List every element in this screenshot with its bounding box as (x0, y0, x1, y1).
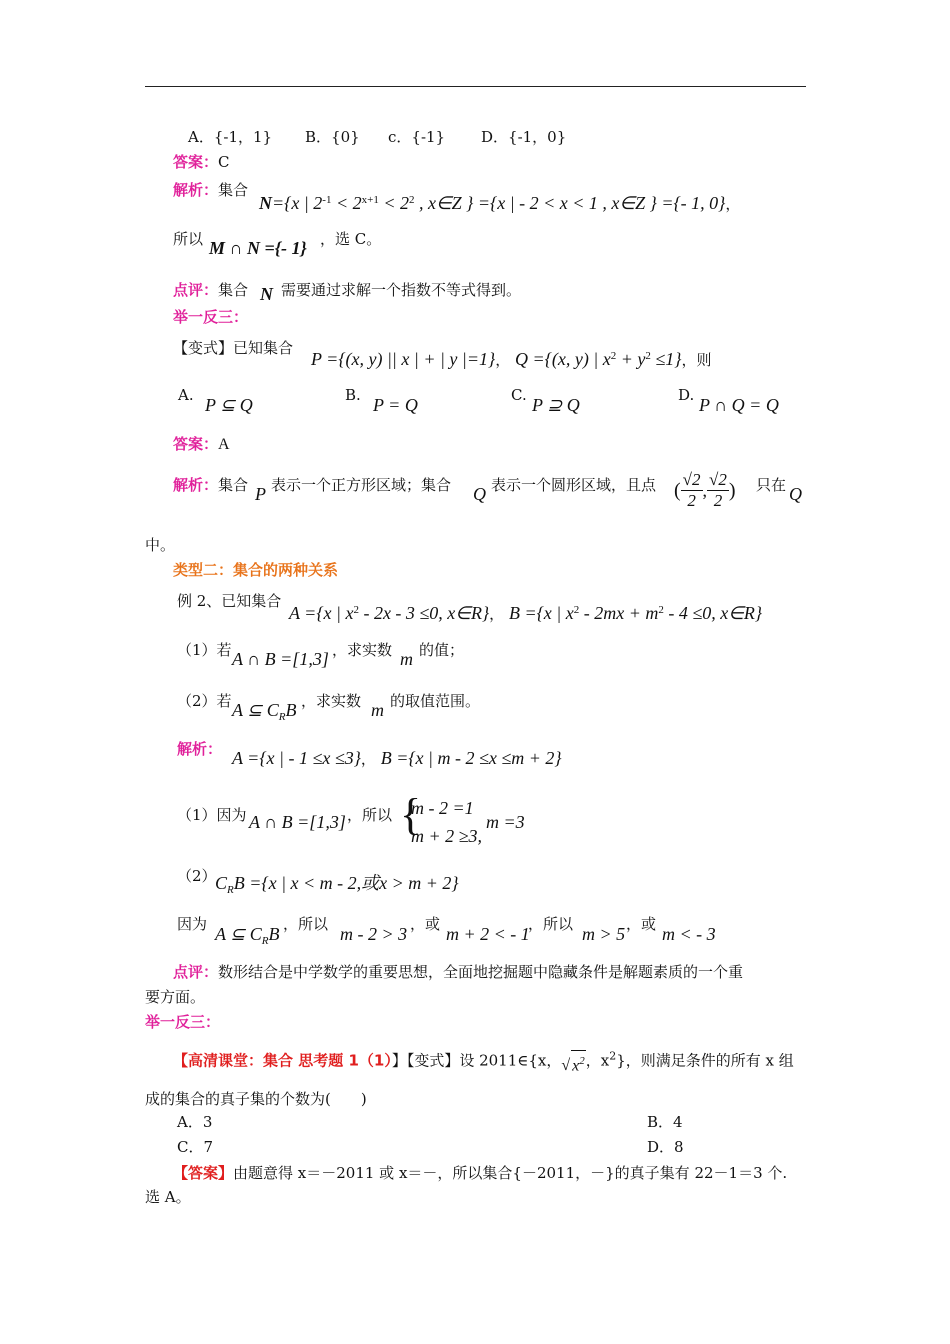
formula: A ∩ B =[1,3] (249, 812, 346, 832)
option-d-label: D. (678, 386, 695, 404)
exponent: -1 (322, 194, 332, 206)
system-row-2: m + 2 ≥3, (411, 826, 483, 846)
punctuation: ， (489, 605, 505, 623)
source-tag: 【高清课堂：集合 思考题 1（1） (173, 1051, 392, 1070)
option-d-expr: P ∩ Q = Q (699, 395, 779, 415)
formula: M ∩ N ={- 1} (209, 238, 307, 258)
formula-part: , x∈Z } ={x | - 2 < x < 1 , x∈Z } ={- 1, 0} (414, 193, 726, 213)
option-c: C．7 (177, 1138, 214, 1156)
set-n-symbol (260, 284, 273, 305)
answer-2 (173, 434, 230, 455)
symbol-q: Q (789, 484, 802, 504)
set-a: A ={x | - 1 ≤x ≤3} (232, 748, 361, 768)
text: ，求实数 (332, 641, 393, 659)
formula (232, 700, 297, 727)
section-heading: 举一反三： (173, 308, 249, 326)
variant-2 (173, 1045, 794, 1075)
analysis-2 (173, 475, 248, 495)
formula-part: B (285, 700, 297, 720)
fraction (681, 470, 703, 511)
comma: , (702, 480, 708, 501)
text: 集合 (218, 281, 249, 299)
sqrt: √ $x^2$ (561, 1057, 585, 1074)
symbol-m: m (400, 649, 413, 669)
text: 中。 (145, 536, 176, 554)
text: 集合 (218, 476, 249, 494)
answer-label: 答案： (173, 153, 219, 171)
punctuation: ， (495, 351, 511, 369)
formula-part: ≤1} (650, 349, 682, 369)
set-b: B ={x | m - 2 ≤x ≤m + 2} (380, 748, 562, 768)
point-coordinates (674, 470, 736, 522)
formula-part: < 2 (331, 193, 362, 213)
punctuation: ， (725, 195, 741, 213)
option-d: D．{-1，0} (481, 128, 567, 146)
formula-part: A ⊆ C (215, 924, 262, 944)
step-3: 因为 (177, 915, 208, 933)
exponent: 2 (409, 194, 415, 206)
text: ，则 (681, 351, 712, 369)
answer-label: 【答案】 (173, 1164, 234, 1182)
formula-part: - 2x - 3 ≤0, x∈R} (358, 603, 490, 623)
answer-text: 由题意得 x＝－2011 或 x＝－，所以集合{－2011，－}的真子集有 22－1＝3 个. (233, 1164, 788, 1182)
set-p: P ={(x, y) || x | + | y |=1} (311, 349, 496, 369)
fraction (707, 470, 729, 511)
numerator: √2 (682, 470, 701, 489)
analysis-1-conclusion (173, 229, 203, 249)
analysis-label: 解析： (173, 476, 219, 494)
step-2: （2） (177, 867, 217, 885)
option-c-expr: P ⊇ Q (532, 395, 580, 415)
symbol-q: Q (473, 484, 486, 504)
exponent: x+1 (361, 194, 379, 206)
option-a-label: A. (178, 386, 194, 404)
answer-1 (173, 152, 230, 172)
example-intro: 例 2、已知集合 (177, 592, 282, 610)
result: m =3 (486, 812, 525, 832)
symbol-m: m (371, 700, 384, 720)
text: ，x (585, 1051, 610, 1070)
subscript: R (278, 711, 286, 723)
formula: m > 5 (582, 924, 626, 944)
option-c: c．{-1} (388, 128, 446, 146)
comment-1 (173, 280, 248, 300)
option-a: A．{-1，1} (188, 128, 273, 146)
part-2: （2）若 (177, 692, 232, 710)
formula-part: < 2 (378, 193, 409, 213)
formula: m + 2 < - 1 (446, 924, 530, 944)
set-q: Q ={(x, y) | x (515, 349, 611, 369)
set-symbol: N (259, 193, 272, 213)
subscript: R (261, 935, 269, 947)
header-rule (145, 86, 806, 87)
text: ，或 (626, 915, 657, 933)
formula-part: + y (616, 349, 646, 369)
option-b-expr: P = Q (373, 395, 418, 415)
option-b: B．4 (647, 1113, 683, 1131)
exponent: 2 (573, 604, 580, 616)
punctuation: ， (360, 750, 376, 768)
answer-label: 答案： (173, 435, 219, 453)
analysis-label: 解析： (177, 740, 223, 758)
part-1: （1）若 (177, 641, 232, 659)
comment-text: 要方面。 (145, 988, 206, 1006)
formula-part: A ⊆ C (232, 700, 279, 720)
system-row-1: m - 2 =1 (411, 798, 474, 818)
answer-3 (173, 1163, 787, 1183)
exponent: 2 (658, 604, 664, 616)
question-text: 成的集合的真子集的个数为( ) (145, 1090, 367, 1108)
denominator: 2 (687, 491, 696, 510)
formula-part: B ={x | x < m - 2,或x > m + 2} (233, 873, 459, 893)
formula: m < - 3 (662, 924, 716, 944)
brace: { (400, 790, 422, 839)
text: 表示一个圆形区域，且点 (491, 476, 657, 494)
text: 所以 (173, 230, 204, 248)
set-n-formula (259, 190, 740, 214)
option-b: B．{0} (305, 128, 360, 146)
text: ，所以 (528, 915, 574, 933)
paren: ( (674, 479, 681, 502)
text: }，则满足条件的所有 x 组 (616, 1051, 794, 1070)
var-x: x (572, 1057, 580, 1075)
option-d: D．8 (647, 1138, 684, 1156)
text: ，或 (410, 915, 441, 933)
formula-part: - 4 ≤0, x∈R} (663, 603, 763, 623)
denominator: 2 (713, 491, 723, 510)
option-c-label: C. (511, 386, 527, 404)
variant-intro: 【变式】已知集合 (173, 339, 294, 357)
text: 的取值范围。 (390, 692, 481, 710)
formula: m - 2 > 3 (340, 924, 408, 944)
answer-value: A (218, 436, 230, 453)
text: 表示一个正方形区域；集合 (271, 476, 452, 494)
complement-formula (215, 873, 459, 900)
option-a: A．3 (177, 1113, 213, 1131)
symbol: N (260, 284, 273, 304)
comment-text: 需要通过求解一个指数不等式得到。 (281, 281, 522, 299)
example-sets (289, 600, 762, 624)
analysis-label: 解析： (173, 181, 219, 199)
formula-part: B (268, 924, 280, 944)
analysis-text: 集合 (218, 181, 249, 199)
analysis-3-sets (232, 748, 562, 769)
variant-formula (311, 346, 711, 370)
formula-part: - 2mx + m (579, 603, 659, 623)
comment-text: 数形结合是中学数学的重要思想，全面地挖掘题中隐藏条件是解题素质的一个重 (218, 963, 744, 981)
set-b: B ={x | x (508, 603, 574, 623)
formula: A ∩ B =[1,3] (232, 649, 329, 669)
comment-label: 点评： (173, 281, 219, 299)
text: ，所以 (283, 915, 329, 933)
comment-2 (173, 962, 743, 982)
paren: ) (728, 479, 736, 502)
formula-part: ={x | 2 (272, 193, 323, 213)
subscript: R (227, 884, 234, 896)
numerator: √2 (709, 470, 727, 489)
formula-part: C (215, 873, 228, 893)
text: ，所以 (347, 806, 393, 824)
exponent: 2 (609, 1049, 617, 1063)
choice-c-text: ，选 C。 (320, 230, 382, 248)
text: 的值； (419, 641, 465, 659)
text: 】【变式】设 2011∈{x， (391, 1051, 562, 1070)
answer-value: C (218, 153, 230, 171)
intersection-formula (209, 238, 307, 259)
step-1: （1）因为 (177, 806, 247, 824)
option-b-label: B. (345, 386, 361, 404)
option-a-expr: P ⊆ Q (205, 395, 253, 415)
answer-text: 选 A。 (145, 1188, 191, 1206)
exponent: 2 (645, 350, 651, 362)
symbol-p: P (255, 484, 266, 504)
exponent: 2 (353, 604, 359, 616)
text: 只在 (756, 476, 787, 494)
comment-label: 点评： (173, 963, 219, 981)
exponent: 2 (579, 1055, 585, 1067)
section-heading: 举一反三： (145, 1013, 221, 1031)
section-title: 类型二：集合的两种关系 (173, 561, 339, 579)
analysis-1 (173, 180, 248, 200)
set-a: A ={x | x (289, 603, 354, 623)
radicand (571, 1050, 586, 1076)
formula (215, 924, 280, 951)
exponent: 2 (610, 350, 617, 362)
text: ，求实数 (301, 692, 362, 710)
